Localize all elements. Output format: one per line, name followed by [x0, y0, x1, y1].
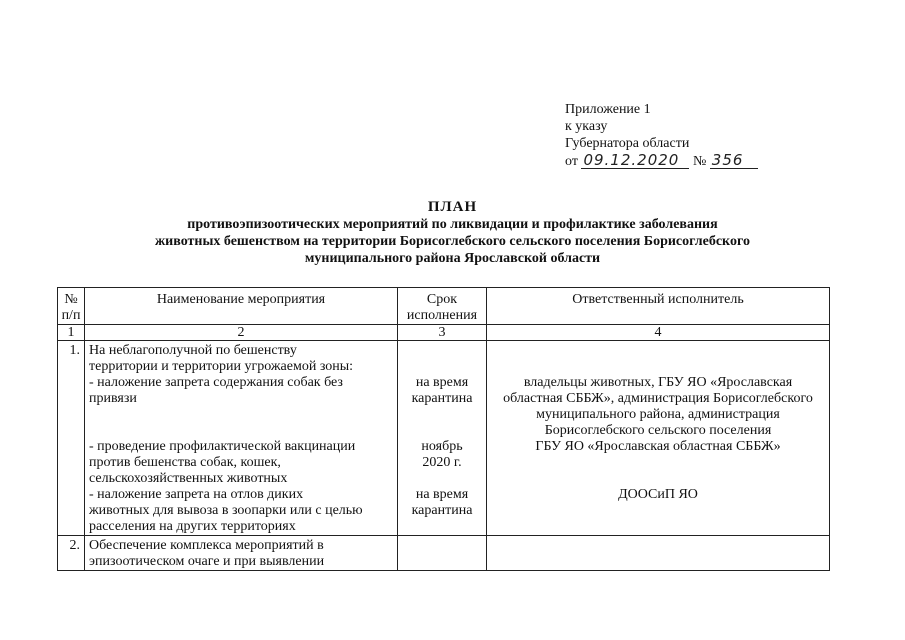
- column-number-row: [58, 325, 830, 341]
- row-term: [398, 536, 487, 571]
- header-term: Срок исполнения: [398, 288, 487, 325]
- appendix-date-line: [565, 152, 758, 170]
- appendix-decree-label: к указу: [565, 119, 608, 134]
- table-row: [58, 341, 830, 536]
- plan-heading: ПЛАН: [427, 199, 478, 215]
- row-activity: Обеспечение комплекса мероприятий в эпизоотическом очаге и при выявлении: [85, 536, 398, 571]
- appendix-header: [565, 101, 758, 170]
- row-number: 2.: [58, 536, 85, 571]
- col-number-1: 1: [58, 325, 85, 341]
- table-row: [58, 536, 830, 571]
- header-num: № п/п: [58, 288, 85, 325]
- col-number-3: 3: [398, 325, 487, 341]
- title-line-2: животных бешенством на территории Борисоглебского сельского поселения Борисоглебского: [155, 234, 750, 249]
- col-number-4: 4: [487, 325, 830, 341]
- appendix-number-label: №: [692, 154, 707, 169]
- col-number-2: 2: [85, 325, 398, 341]
- appendix-from-prefix: от: [565, 154, 578, 169]
- header-name: Наименование мероприятия: [85, 288, 398, 325]
- header-responsible: Ответственный исполнитель: [487, 288, 830, 325]
- document-title: [0, 199, 905, 267]
- appendix-governor-label: Губернатора области: [565, 136, 690, 151]
- plan-table: [57, 287, 830, 571]
- appendix-label: Приложение 1: [565, 102, 651, 117]
- row-number: 1.: [58, 341, 85, 536]
- title-line-1: противоэпизоотических мероприятий по ликвидации и профилактике заболевания: [187, 217, 718, 232]
- appendix-number: 356: [710, 152, 758, 169]
- row-responsible: [487, 536, 830, 571]
- title-line-3: муниципального района Ярославской области: [304, 251, 601, 266]
- appendix-date: 09.12.2020: [581, 152, 689, 169]
- row-term: на время карантина ноябрь 2020 г. на время карантина: [398, 341, 487, 536]
- row-activity: На неблагополучной по бешенству территории и территории угрожаемой зоны: - наложение запрета содержания собак без привязи - проведение профилактической вакцинации против бешенства собак, кошек, сельскохозяйственных животных - наложение запрета на отлов диких животных для вывоза в зоопарки или с целью расселения на других территориях: [85, 341, 398, 536]
- header-row: [58, 288, 830, 325]
- row-responsible: владельцы животных, ГБУ ЯО «Ярославская областная СББЖ», администрация Борисоглебского муниципального района, администрация Борисоглебского сельского поселения ГБУ ЯО «Ярославская областная СББЖ» ДООСиП ЯО: [487, 341, 830, 536]
